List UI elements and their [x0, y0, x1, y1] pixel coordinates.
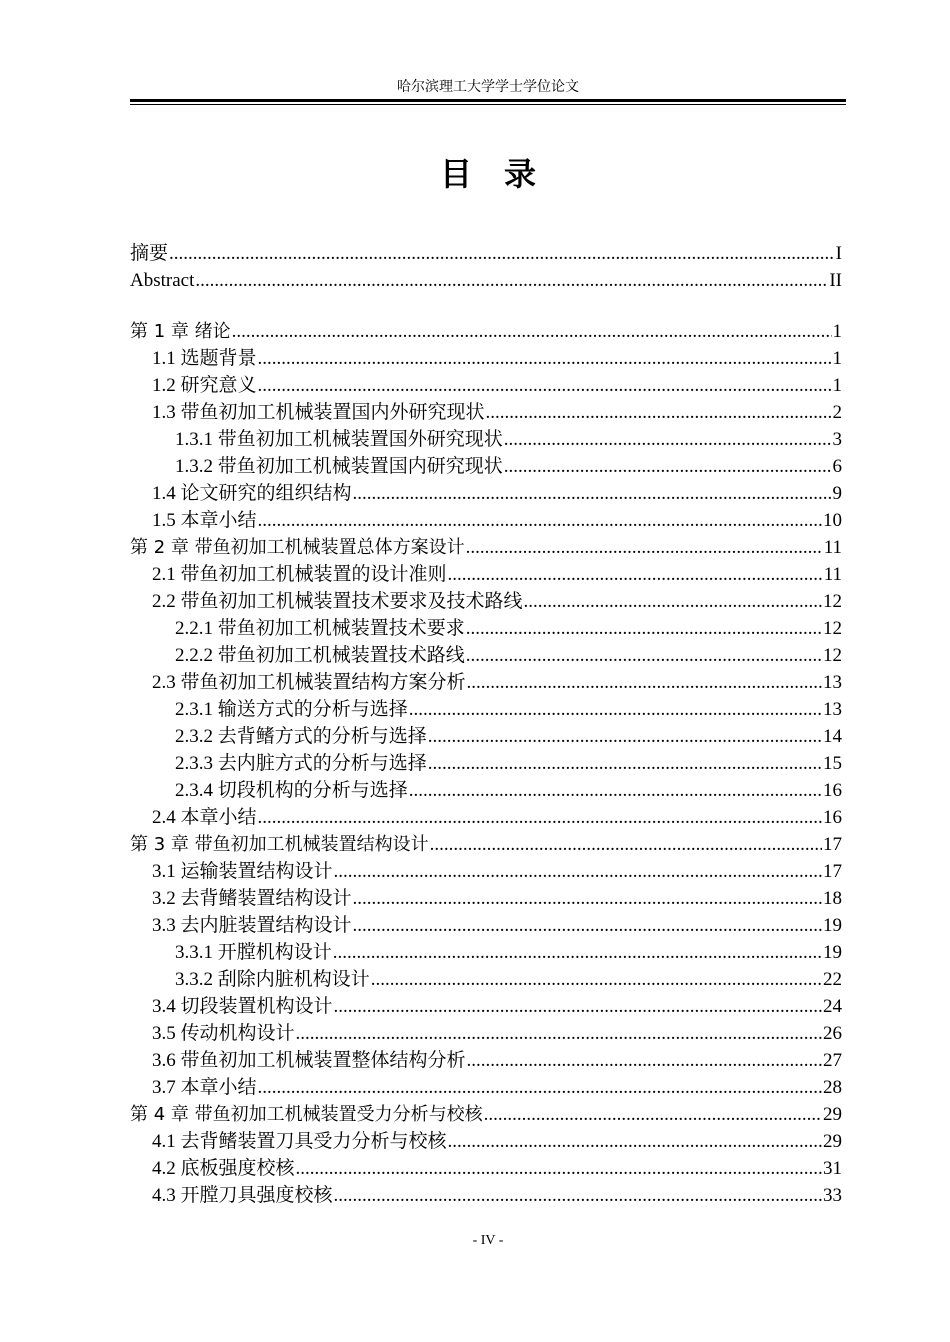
toc-entry[interactable] [130, 426, 842, 453]
dot-leader [258, 345, 832, 372]
toc-entry-title: 1.3.1 带鱼初加工机械装置国外研究现状 [175, 429, 503, 450]
toc-entry-title: 第 3 章 带鱼初加工机械装置结构设计 [130, 834, 429, 855]
toc-entry-page: 24 [823, 996, 842, 1017]
toc-entry[interactable] [130, 240, 842, 267]
dot-leader [466, 615, 822, 642]
toc-entry-page: 9 [832, 483, 842, 504]
toc-entry-page: 10 [823, 510, 842, 531]
toc-entry-page: 18 [823, 888, 842, 909]
toc-entry[interactable] [130, 885, 842, 912]
toc-entry-page: 1 [832, 375, 842, 396]
toc-entry-page: 11 [823, 564, 842, 585]
toc-entry-title: 2.4 本章小结 [152, 807, 257, 828]
dot-leader [467, 1047, 822, 1074]
toc-entry[interactable] [130, 399, 842, 426]
toc-entry-title: 3.3.2 刮除内脏机构设计 [175, 969, 370, 990]
toc-entry[interactable] [130, 777, 842, 804]
toc-entry-page: 15 [823, 753, 842, 774]
toc-entry-title: Abstract [130, 270, 195, 291]
toc-entry-title: 4.3 开膛刀具强度校核 [152, 1185, 333, 1206]
dot-leader [371, 966, 822, 993]
toc-entry-page: 17 [823, 861, 842, 882]
dot-leader [466, 642, 822, 669]
dot-leader [353, 885, 822, 912]
dot-leader [486, 399, 832, 426]
toc-entry[interactable] [130, 804, 842, 831]
toc-entry-page: 1 [832, 348, 842, 369]
dot-leader [334, 858, 822, 885]
dot-leader [466, 534, 823, 561]
toc-entry-page: 29 [823, 1131, 842, 1152]
toc-entry[interactable] [130, 372, 842, 399]
toc-entry-page: 16 [823, 780, 842, 801]
toc-entry-title: 3.2 去背鳍装置结构设计 [152, 888, 352, 909]
toc-entry-title: 2.1 带鱼初加工机械装置的设计准则 [152, 564, 447, 585]
toc-entry[interactable] [130, 669, 842, 696]
toc-entry[interactable] [130, 480, 842, 507]
toc-entry-title: 3.5 传动机构设计 [152, 1023, 295, 1044]
dot-leader [430, 831, 822, 858]
dot-leader [258, 372, 832, 399]
toc-entry[interactable] [130, 750, 842, 777]
dot-leader [409, 777, 822, 804]
toc-entry-page: 2 [832, 402, 842, 423]
toc-entry-title: 2.2.2 带鱼初加工机械装置技术路线 [175, 645, 465, 666]
dot-leader [448, 561, 823, 588]
toc-entry-page: 11 [823, 537, 842, 558]
toc-entry-title: 1.4 论文研究的组织结构 [152, 483, 352, 504]
toc-entry[interactable] [130, 1155, 842, 1182]
dot-leader [169, 240, 835, 267]
header-rule-thin [130, 104, 846, 105]
toc-entry-title: 1.5 本章小结 [152, 510, 257, 531]
toc-entry-title: 3.6 带鱼初加工机械装置整体结构分析 [152, 1050, 466, 1071]
toc-entry[interactable] [130, 912, 842, 939]
toc-entry-title: 3.4 切段装置机构设计 [152, 996, 333, 1017]
toc-chapter-entry[interactable] [130, 318, 842, 345]
toc-entry[interactable] [130, 966, 842, 993]
running-header: 哈尔滨理工大学学士学位论文 [397, 79, 579, 95]
toc-entry[interactable] [130, 345, 842, 372]
dot-leader [334, 993, 822, 1020]
toc-entry-title: 2.3.3 去内脏方式的分析与选择 [175, 753, 427, 774]
table-of-contents [130, 240, 842, 1209]
toc-entry[interactable] [130, 993, 842, 1020]
dot-leader [258, 1074, 822, 1101]
dot-leader [333, 939, 822, 966]
dot-leader [296, 1155, 822, 1182]
toc-entry-title: 2.3.4 切段机构的分析与选择 [175, 780, 408, 801]
dot-leader [258, 804, 822, 831]
dot-leader [448, 1128, 822, 1155]
dot-leader [467, 669, 822, 696]
toc-entry-title: 4.2 底板强度校核 [152, 1158, 295, 1179]
dot-leader [232, 318, 832, 345]
toc-entry-page: 1 [832, 321, 842, 342]
toc-entry-title: 1.3 带鱼初加工机械装置国内外研究现状 [152, 402, 485, 423]
toc-entry-page: 12 [823, 645, 842, 666]
toc-entry-page: 12 [823, 618, 842, 639]
toc-entry[interactable] [130, 1020, 842, 1047]
toc-entry-page: 29 [823, 1104, 842, 1125]
header-rule-thick [130, 99, 846, 102]
toc-entry[interactable] [130, 588, 842, 615]
toc-entry[interactable] [130, 453, 842, 480]
page-number: - IV - [472, 1233, 504, 1248]
dot-leader [484, 1101, 822, 1128]
toc-entry-page: 33 [823, 1185, 842, 1206]
dot-leader [428, 750, 822, 777]
toc-entry[interactable] [130, 939, 842, 966]
toc-entry-title: 3.3 去内脏装置结构设计 [152, 915, 352, 936]
toc-entry-title: 2.2 带鱼初加工机械装置技术要求及技术路线 [152, 591, 523, 612]
toc-chapter-entry[interactable] [130, 831, 842, 858]
toc-entry[interactable] [130, 858, 842, 885]
toc-entry-title: 1.3.2 带鱼初加工机械装置国内研究现状 [175, 456, 503, 477]
toc-entry-page: 3 [832, 429, 842, 450]
toc-entry[interactable] [130, 507, 842, 534]
toc-entry-title: 第 1 章 绪论 [130, 321, 231, 342]
dot-leader [504, 426, 832, 453]
toc-entry[interactable] [130, 267, 842, 294]
toc-entry[interactable] [130, 1047, 842, 1074]
dot-leader [409, 696, 822, 723]
toc-entry-page: I [835, 243, 842, 264]
toc-entry-page: 22 [823, 969, 842, 990]
dot-leader [504, 453, 832, 480]
toc-entry-title: 2.3.1 输送方式的分析与选择 [175, 699, 408, 720]
toc-entry[interactable] [130, 615, 842, 642]
toc-entry-title: 1.1 选题背景 [152, 348, 257, 369]
toc-entry-title: 3.7 本章小结 [152, 1077, 257, 1098]
toc-entry[interactable] [130, 1182, 842, 1209]
toc-chapter-entry[interactable] [130, 1101, 842, 1128]
dot-leader [296, 1020, 822, 1047]
dot-leader [195, 267, 828, 294]
toc-entry-page: 6 [832, 456, 842, 477]
toc-entry-page: II [829, 270, 842, 291]
toc-entry-page: 26 [823, 1023, 842, 1044]
toc-entry[interactable] [130, 1128, 842, 1155]
toc-entry-page: 31 [823, 1158, 842, 1179]
toc-entry-title: 2.3.2 去背鳍方式的分析与选择 [175, 726, 427, 747]
toc-entry[interactable] [130, 642, 842, 669]
toc-entry-title: 第 4 章 带鱼初加工机械装置受力分析与校核 [130, 1104, 483, 1125]
dot-leader [524, 588, 822, 615]
toc-entry-title: 摘要 [130, 243, 169, 264]
toc-entry-page: 19 [823, 942, 842, 963]
toc-entry[interactable] [130, 723, 842, 750]
toc-entry-page: 19 [823, 915, 842, 936]
toc-entry-page: 13 [823, 672, 842, 693]
toc-entry-page: 16 [823, 807, 842, 828]
toc-entry[interactable] [130, 1074, 842, 1101]
toc-entry-title: 4.1 去背鳍装置刀具受力分析与校核 [152, 1131, 447, 1152]
toc-entry-title: 2.3 带鱼初加工机械装置结构方案分析 [152, 672, 466, 693]
toc-entry[interactable] [130, 561, 842, 588]
dot-leader [353, 912, 822, 939]
toc-entry-title: 2.2.1 带鱼初加工机械装置技术要求 [175, 618, 465, 639]
dot-leader [353, 480, 832, 507]
toc-entry[interactable] [130, 696, 842, 723]
page-title: 目 录 [439, 155, 536, 193]
toc-entry-page: 12 [823, 591, 842, 612]
toc-entry-page: 13 [823, 699, 842, 720]
dot-leader [334, 1182, 822, 1209]
dot-leader [258, 507, 822, 534]
toc-entry-title: 3.1 运输装置结构设计 [152, 861, 333, 882]
toc-entry-page: 17 [823, 834, 842, 855]
toc-entry-title: 1.2 研究意义 [152, 375, 257, 396]
toc-entry-page: 28 [823, 1077, 842, 1098]
dot-leader [428, 723, 822, 750]
toc-entry-page: 27 [823, 1050, 842, 1071]
toc-entry-title: 3.3.1 开膛机构设计 [175, 942, 332, 963]
toc-entry-page: 14 [823, 726, 842, 747]
toc-entry-title: 第 2 章 带鱼初加工机械装置总体方案设计 [130, 537, 465, 558]
toc-chapter-entry[interactable] [130, 534, 842, 561]
